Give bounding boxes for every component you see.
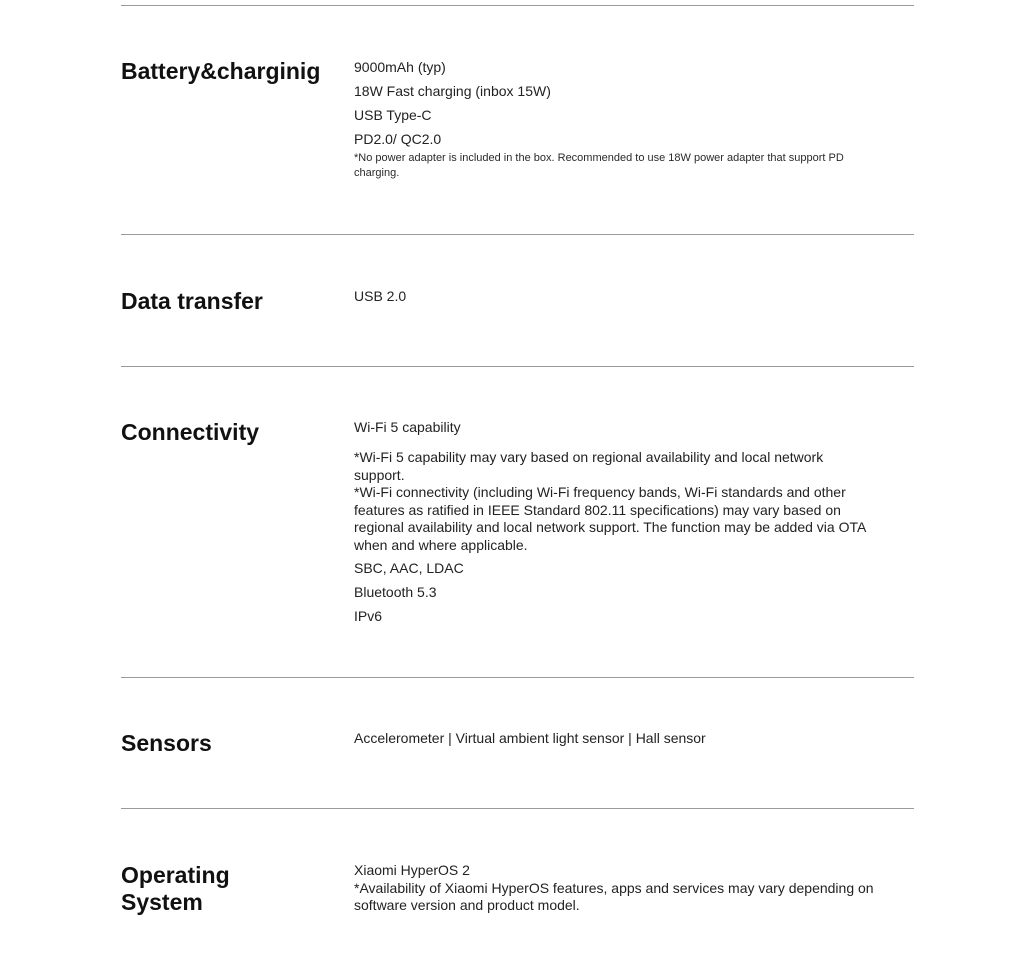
section-divider: [121, 234, 914, 235]
section-divider: [121, 677, 914, 678]
connectivity-heading: Connectivity: [121, 419, 260, 445]
section-divider: [121, 366, 914, 367]
data-transfer-heading: Data transfer: [121, 288, 263, 314]
adapter-note: *No power adapter is included in the box. Recommended to use 18W power adapter that support PD charging.: [354, 152, 844, 179]
os-heading: [121, 862, 230, 916]
os-heading-line1: Operating: [121, 862, 230, 888]
os-specs: [354, 862, 874, 915]
sensors-specs: [354, 726, 884, 750]
section-divider: [121, 808, 914, 809]
bluetooth-version: Bluetooth 5.3: [354, 584, 437, 600]
wifi-capability: Wi-Fi 5 capability: [354, 419, 461, 435]
section-divider: [121, 5, 914, 6]
battery-capacity: 9000mAh (typ): [354, 59, 446, 75]
wifi-note-2: *Wi-Fi connectivity (including Wi-Fi frequency bands, Wi-Fi standards and other features as ratified in IEEE Standard 802.11 specifications) may vary based on regional availability and local network support. The function may be added via OTA when and where applicable.: [354, 484, 866, 553]
data-transfer-specs: [354, 284, 884, 308]
os-version: Xiaomi HyperOS 2: [354, 862, 470, 878]
charging-protocols: PD2.0/ QC2.0: [354, 131, 442, 147]
os-heading-line2: System: [121, 889, 203, 915]
sensors-heading: Sensors: [121, 730, 212, 756]
bluetooth-codecs: SBC, AAC, LDAC: [354, 560, 464, 576]
connectivity-specs: [354, 415, 874, 628]
fast-charging: 18W Fast charging (inbox 15W): [354, 83, 551, 99]
battery-specs: [354, 55, 884, 181]
wifi-note-1: *Wi-Fi 5 capability may vary based on regional availability and local network support.: [354, 449, 824, 483]
battery-heading: Battery&charginig: [121, 58, 321, 84]
ipv6-support: IPv6: [354, 608, 383, 624]
os-note: *Availability of Xiaomi HyperOS features, apps and services may vary depending on software version and product model.: [354, 879, 874, 913]
usb-port: USB Type-C: [354, 107, 432, 123]
sensor-list: Accelerometer | Virtual ambient light sensor | Hall sensor: [354, 730, 706, 746]
usb-version: USB 2.0: [354, 288, 407, 304]
